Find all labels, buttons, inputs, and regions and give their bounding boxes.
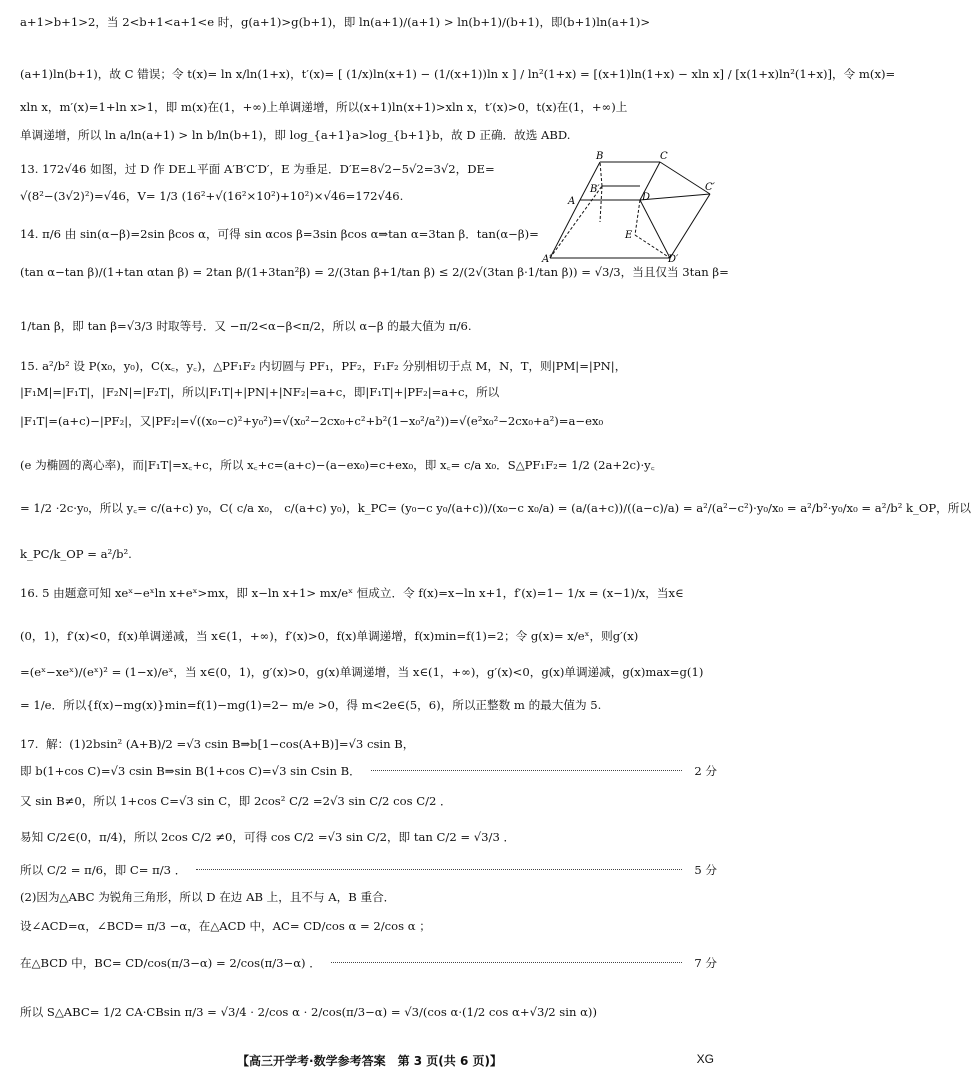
text-line bbox=[20, 889, 717, 905]
score-points: 5 分 bbox=[688, 862, 717, 878]
text-line bbox=[20, 793, 717, 809]
line-text: (a+1)ln(b+1)，故 C 错误；令 t(x)= ln x/ln(1+x)，t′(x)= [ (1/x)ln(x+1) − (1/(x+1))ln x ] / ln²(1+x) = [(x+1)ln(1+x) − xln x] / [x(1+x)ln²(1+x)]，令 m(x)= bbox=[20, 67, 896, 81]
line-text: a+1>b+1>2，当 2<b+1<a+1<e 时，g(a+1)>g(b+1)，即 ln(a+1)/(a+1) > ln(b+1)/(b+1)，即(b+1)ln(a+1)> bbox=[20, 15, 651, 29]
text-line bbox=[20, 697, 717, 713]
edge-Ap-Bp bbox=[550, 186, 602, 258]
question-number: 16. 5 bbox=[20, 586, 50, 600]
text-line bbox=[20, 14, 717, 30]
score-points: 7 分 bbox=[688, 955, 717, 971]
text-line bbox=[20, 226, 539, 242]
page-footer bbox=[0, 1052, 739, 1072]
label-Ap: A′ bbox=[542, 254, 552, 265]
line-text: 如图，过 D 作 DE⊥平面 A′B′C′D′，E 为垂足．D′E=8√2−5√2=3√2，DE= bbox=[86, 162, 495, 176]
line-text: |F₁T|=(a+c)−|PF₂|，又|PF₂|=√((x₀−c)²+y₀²)=√(x₀²−2cx₀+c²+b²(1−x₀²/a²))=√(e²x₀²−2cx₀+a²)=a−ex₀ bbox=[20, 414, 604, 428]
line-text: 在△BCD 中，BC= CD/cos(π/3−α) = 2/cos(π/3−α) ． bbox=[20, 956, 321, 970]
question-number: 15. a²/b² bbox=[20, 359, 70, 373]
text-line bbox=[20, 413, 717, 429]
line-text: 所以 S△ABC= 1/2 CA·CBsin π/3 = √3/4 · 2/cos α · 2/cos(π/3−α) = √3/(cos α·(1/2 cos α+√3/2 sin α)) bbox=[20, 1005, 597, 1019]
line-text: 1/tan β，即 tan β=√3/3 时取等号．又 −π/2<α−β<π/2，所以 α−β 的最大值为 π/6. bbox=[20, 319, 472, 333]
prism-figure bbox=[540, 150, 720, 268]
text-line bbox=[20, 188, 524, 204]
text-line bbox=[20, 829, 717, 845]
text-line bbox=[20, 66, 896, 82]
text-line bbox=[20, 384, 717, 400]
text-line bbox=[20, 161, 524, 177]
dot-leader bbox=[331, 962, 682, 963]
footer-code: XG bbox=[696, 1052, 714, 1066]
text-line bbox=[20, 546, 717, 562]
line-text: k_PC/k_OP = a²/b². bbox=[20, 547, 132, 561]
label-Cp: C′ bbox=[705, 182, 715, 193]
label-B: B bbox=[596, 151, 604, 162]
line-text: xln x，m′(x)=1+ln x>1，即 m(x)在(1，+∞)上单调递增，所以(x+1)ln(x+1)>xln x，t′(x)>0，t(x)在(1，+∞)上 bbox=[20, 100, 628, 114]
text-line bbox=[20, 500, 971, 516]
dot-leader bbox=[196, 869, 682, 870]
label-C: C bbox=[660, 151, 668, 162]
line-text: 设∠ACD=α，∠BCD= π/3 −α，在△ACD 中，AC= CD/cos α = 2/cos α ； bbox=[20, 919, 431, 933]
text-line bbox=[20, 736, 717, 752]
score-points: 2 分 bbox=[688, 763, 717, 779]
edge-A-Ap bbox=[550, 200, 580, 258]
text-line bbox=[20, 862, 717, 878]
edge-Bp-A bbox=[600, 186, 602, 222]
label-Bp: B′ bbox=[590, 184, 600, 195]
text-line bbox=[20, 99, 717, 115]
label-Dp: D′ bbox=[668, 254, 679, 265]
question-number: 13. 172√46 bbox=[20, 162, 87, 176]
line-text: =(eˣ−xeˣ)/(eˣ)² = (1−x)/eˣ，当 x∈(0，1)，g′(x)>0，g(x)单调递增，当 x∈(1，+∞)，g′(x)<0，g(x)单调递减，g(x)max=g(1) bbox=[20, 665, 704, 679]
question-number: 17. bbox=[20, 737, 39, 751]
label-D: D bbox=[642, 192, 651, 203]
line-text: 解：(1)2bsin² (A+B)/2 =√3 csin B⇒b[1−cos(A+B)]=√3 csin B， bbox=[46, 737, 415, 751]
line-text: |F₁M|=|F₁T|，|F₂N|=|F₂T|，所以|F₁T|+|PN|+|NF₂|=a+c，即|F₁T|+|PF₂|=a+c，所以 bbox=[20, 385, 500, 399]
text-line bbox=[20, 358, 717, 374]
text-line bbox=[20, 664, 717, 680]
footer-title: 【高三开学考·数学参考答案 第 3 页(共 6 页)】 bbox=[237, 1054, 502, 1068]
line-text: (0，1)，f′(x)<0，f(x)单调递减，当 x∈(1，+∞)，f′(x)>0，f(x)单调递增，f(x)min=f(1)=2；令 g(x)= x/eˣ，则g′(x) bbox=[20, 629, 639, 643]
text-line bbox=[20, 585, 717, 601]
edge-D-Dp bbox=[640, 200, 670, 258]
edge-D-E bbox=[635, 200, 640, 235]
label-E: E bbox=[625, 230, 633, 241]
line-text: = 1/e．所以{f(x)−mg(x)}min=f(1)−mg(1)=2− m/e >0，得 m<2e∈(5，6)，所以正整数 m 的最大值为 5. bbox=[20, 698, 602, 712]
text-line bbox=[20, 918, 717, 934]
edge-E-Dp bbox=[635, 235, 670, 258]
line-text: (e 为椭圆的离心率)，而|F₁T|=x꜀+c，所以 x꜀+c=(a+c)−(a−ex₀)=c+ex₀，即 x꜀= c/a x₀．S△PF₁F₂= 1/2 (2a+2c)·y꜀ bbox=[20, 458, 655, 472]
text-line bbox=[20, 127, 717, 143]
text-line bbox=[20, 1004, 717, 1020]
line-text: 即 b(1+cos C)=√3 csin B⇒sin B(1+cos C)=√3 sin Csin B． bbox=[20, 764, 361, 778]
edge-Cp-Dp bbox=[670, 194, 710, 258]
text-line bbox=[20, 628, 717, 644]
line-text: (2)因为△ABC 为锐角三角形，所以 D 在边 AB 上，且不与 A，B 重合． bbox=[20, 890, 396, 904]
label-A: A bbox=[568, 196, 576, 207]
line-text: 由 sin(α−β)=2sin βcos α，可得 sin αcos β=3sin βcos α⇒tan α=3tan β．tan(α−β)= bbox=[61, 227, 539, 241]
line-text: 所以 C/2 = π/6，即 C= π/3 ． bbox=[20, 863, 187, 877]
line-text: 易知 C/2∈(0，π/4)，所以 2cos C/2 ≠0，可得 cos C/2 =√3 sin C/2，即 tan C/2 = √3/3 ． bbox=[20, 830, 516, 844]
edge-B-Cp bbox=[660, 162, 710, 194]
line-text: √(8²−(3√2)²)=√46，V= 1/3 (16²+√(16²×10²)+10²)×√46=172√46. bbox=[20, 189, 404, 203]
line-text: 由题意可知 xeˣ−eˣln x+eˣ>mx，即 x−ln x+1> mx/eˣ 恒成立．令 f(x)=x−ln x+1，f′(x)=1− 1/x = (x−1)/x，当x∈ bbox=[49, 586, 684, 600]
line-text: 设 P(x₀，y₀)，C(x꜀，y꜀)，△PF₁F₂ 内切圆与 PF₁，PF₂，F₁F₂ 分别相切于点 M，N，T，则|PM|=|PN|， bbox=[69, 359, 627, 373]
text-line bbox=[20, 763, 717, 779]
line-text: = 1/2 ·2c·y₀，所以 y꜀= c/(a+c) y₀，C( c/a x₀， c/(a+c) y₀)，k_PC= (y₀−c y₀/(a+c))/(x₀−c x₀/a) = (a/(a+c))/((a−c)/a) = a²/(a²−c²)·y₀/x₀ = a²/b²·y₀/x₀ = a²/b² k_OP，所以 bbox=[20, 501, 971, 515]
text-line bbox=[20, 955, 717, 971]
text-line bbox=[20, 457, 717, 473]
dot-leader bbox=[371, 770, 682, 771]
line-text: (tan α−tan β)/(1+tan αtan β) = 2tan β/(1+3tan²β) = 2/(3tan β+1/tan β) ≤ 2/(2√(3tan β·1/tan β)) = √3/3，当且仅当 3tan β= bbox=[20, 265, 729, 279]
edge-D-Cp bbox=[640, 194, 710, 200]
edge-Bp-B bbox=[600, 162, 602, 186]
line-text: 又 sin B≠0，所以 1+cos C=√3 sin C，即 2cos² C/2 =2√3 sin C/2 cos C/2 ． bbox=[20, 794, 452, 808]
line-text: 单调递增，所以 ln a/ln(a+1) > ln b/ln(b+1)，即 log_{a+1}a>log_{b+1}b，故 D 正确．故选 ABD. bbox=[20, 128, 571, 142]
text-line bbox=[20, 318, 717, 334]
question-number: 14. π/6 bbox=[20, 227, 62, 241]
text-line bbox=[20, 264, 729, 280]
